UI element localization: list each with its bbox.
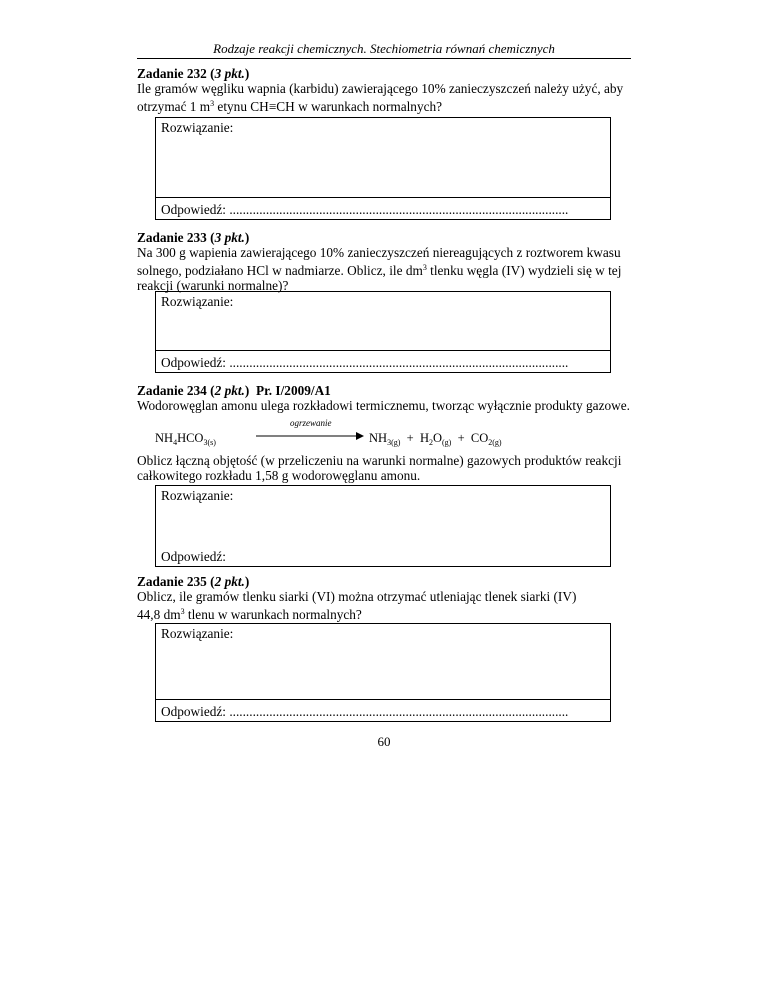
answer-label: Odpowiedź: ...................................................................................................... [161,355,569,370]
task-232 [137,66,631,114]
answer-box-232[interactable] [155,117,611,220]
task-title: Zadanie 235 (2 pkt.) [137,574,250,589]
answer-box-233[interactable] [155,291,611,373]
task-234 [137,383,631,413]
answer-label: Odpowiedź: ...................................................................................................... [161,704,569,719]
task-line: całkowitego rozkładu 1,58 g wodorowęglanu amonu. [137,468,421,483]
task-title: Zadanie 233 (3 pkt.) [137,230,250,245]
task-text [137,589,631,622]
task-line: Oblicz łączną objętość (w przeliczeniu na warunki normalne) gazowych produktów reakcji [137,453,622,468]
task-line: 44,8 $dm^3$ tlenu w warunkach normalnych? [137,607,362,622]
solution-label: Rozwiązanie: [161,120,234,135]
answer-row [156,545,610,566]
task-line: Wodorowęglan amonu ulega rozkładowi termicznemu, tworząc wyłącznie produkty gazowe. [137,398,630,413]
task-text [137,245,631,293]
task-text [137,81,631,114]
task-line: Ile gramów węgliku wapnia (karbidu) zawierającego 10% zanieczyszczeń należy użyć, aby [137,81,624,96]
answer-box-235[interactable] [155,623,611,722]
task-text [137,453,631,483]
task-line: Oblicz, ile gramów tlenku siarki (VI) można otrzymać utleniając tlenek siarki (IV) [137,589,577,604]
reaction-arrow-icon [256,431,364,441]
reaction-equation [155,418,625,453]
solution-label: Rozwiązanie: [161,294,234,309]
answer-row [156,197,610,219]
answer-label: Odpowiedź: ...................................................................................................... [161,202,569,217]
task-line: solnego, podziałano HCl w nadmiarze. Oblicz, ile $dm^3$ tlenku węgla (IV) wydzieli się w tej [137,263,622,278]
task-233 [137,230,631,293]
page-number: 60 [377,734,391,749]
header-rule [137,58,631,59]
reaction-condition: ogrzewanie [290,418,332,428]
task-line: reakcji (warunki normalne)? [137,278,289,293]
task-235 [137,574,631,622]
solution-label: Rozwiązanie: [161,626,234,641]
task-line: otrzymać 1 $m^3$ etynu CH≡CH w warunkach normalnych? [137,99,443,114]
task-234-continued [137,453,631,483]
answer-label: Odpowiedź: [161,549,226,564]
equation-products: $NH_{3(g)} + H_2O_{(g)} + CO_{2(g)}$ [369,431,502,447]
running-header: Rodzaje reakcji chemicznych. Stechiometria równań chemicznych [213,41,555,56]
answer-row [156,699,610,721]
task-text [137,398,631,413]
answer-row [156,350,610,372]
task-title: Zadanie 232 (3 pkt.) [137,66,250,81]
equation-reactant: $NH_4HCO_{3(s)}$ [155,431,216,447]
task-line: Na 300 g wapienia zawierającego 10% zanieczyszczeń niereagujących z roztworem kwasu [137,245,621,260]
task-title: Zadanie 234 (2 pkt.) Pr. I/2009/A1 [137,383,331,398]
solution-label: Rozwiązanie: [161,488,234,503]
answer-box-234[interactable] [155,485,611,567]
